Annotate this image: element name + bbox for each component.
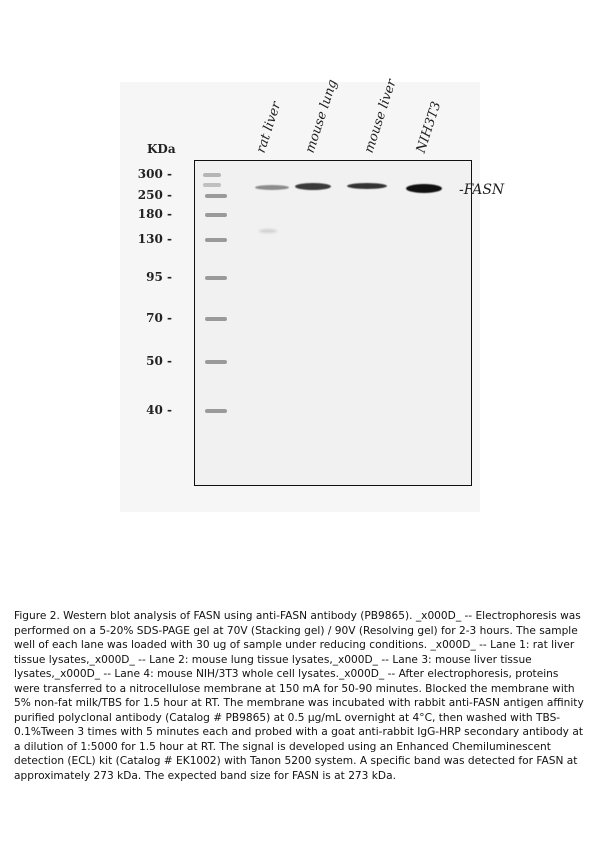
band-rat-liver — [255, 185, 289, 190]
ladder-band-50 — [205, 360, 227, 364]
blot-membrane — [194, 160, 472, 486]
ladder-band-40 — [205, 409, 227, 413]
ladder-band-180 — [205, 213, 227, 217]
band-mouse-liver — [347, 183, 387, 189]
marker-label-70: 70 - — [146, 311, 172, 325]
ladder-band-95 — [205, 276, 227, 280]
lane-label-nih3t3: NIH3T3 — [413, 99, 445, 155]
marker-label-130: 130 - — [137, 232, 172, 246]
lane-label-rat-liver: rat liver — [253, 100, 285, 155]
ladder-band-300b — [203, 183, 221, 187]
marker-label-40: 40 - — [146, 403, 172, 417]
fasn-band-label: -FASN — [459, 182, 505, 198]
lane-label-mouse-liver: mouse liver — [361, 77, 400, 155]
band-mouse-lung — [295, 183, 331, 190]
ladder-band-130 — [205, 238, 227, 242]
figure-caption: Figure 2. Western blot analysis of FASN using anti-FASN antibody (PB9865). _x000D_ -- Electrophoresis was performed on a 5-20% SDS-PAGE gel at 70V (Stacking gel) / 90V (Resolving gel) for 2-3 hours. The sample well of each lane was loaded with 30 ug of sample under reducing conditions. _x000D_ -- Lane 1: rat liver tissue lysates,_x000D_ -- Lane 2: mouse lung tissue lysates,_x000D_ -- Lane 3: mouse liver tissue lysates,_x000D_ -- Lane 4: mouse NIH/3T3 whole cell lysates._x000D_ -- After electrophoresis, proteins were transferred to a nitrocellulose membrane at 150 mA for 50-90 minutes. Blocked the membrane with 5% non-fat milk/TBS for 1.5 hour at RT. The membrane was incubated with rabbit anti-FASN antigen affinity purified polyclonal antibody (Catalog # PB9865) at 0.5 μg/mL overnight at 4°C, then washed with TBS-0.1%Tween 3 times with 5 minutes each and probed with a goat anti-rabbit IgG-HRP secondary antibody at a dilution of 1:5000 for 1.5 hour at RT. The signal is developed using an Enhanced Chemiluminescent detection (ECL) kit (Catalog # EK1002) with Tanon 5200 system. A specific band was detected for FASN at approximately 273 kDa. The expected band size for FASN is at 273 kDa. — [14, 610, 584, 782]
marker-label-300: 300 - — [137, 167, 172, 181]
lane-label-mouse-lung: mouse lung — [302, 77, 341, 155]
ladder-band-70 — [205, 317, 227, 321]
marker-label-50: 50 - — [146, 354, 172, 368]
marker-label-180: 180 - — [137, 207, 172, 221]
ladder-band-300 — [203, 173, 221, 177]
marker-label-250: 250 - — [137, 188, 172, 202]
molecular-weight-unit-label: KDa — [147, 142, 176, 156]
band-nih3t3 — [406, 184, 442, 193]
ladder-band-250 — [205, 194, 227, 198]
marker-label-95: 95 - — [146, 270, 172, 284]
band-rat-liver-faint — [259, 229, 277, 233]
